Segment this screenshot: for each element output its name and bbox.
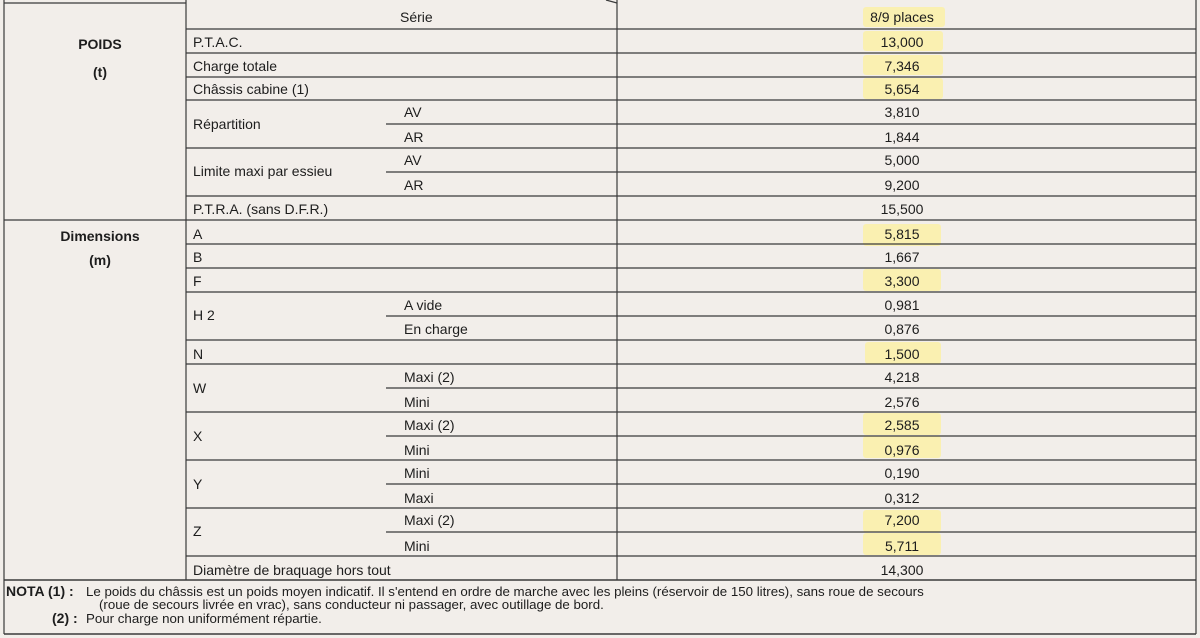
row-label: N <box>193 346 204 362</box>
row-value: 2,576 <box>884 394 920 410</box>
row-label: W <box>193 380 207 396</box>
row-value: 13,000 <box>880 34 924 50</box>
section-title-dimensions: Dimensions <box>60 228 140 244</box>
row-sublabel: Mini <box>404 538 430 554</box>
section-title-poids: POIDS <box>78 36 122 52</box>
row-value: 2,585 <box>884 417 920 433</box>
row-value: 5,000 <box>884 152 920 168</box>
row-label: Répartition <box>193 116 261 132</box>
row-label: X <box>193 428 203 444</box>
row-label: Châssis cabine (1) <box>193 81 309 97</box>
row-value: 5,815 <box>884 226 920 242</box>
row-sublabel: Maxi (2) <box>404 512 455 528</box>
row-sublabel: A vide <box>404 297 443 313</box>
row-sublabel: En charge <box>404 321 468 337</box>
row-label: P.T.R.A. (sans D.F.R.) <box>193 201 329 217</box>
row-label: Limite maxi par essieu <box>193 163 333 179</box>
row-label: Y <box>193 476 203 492</box>
row-label: Charge totale <box>193 58 278 74</box>
row-value: 1,844 <box>884 129 920 145</box>
row-label: A <box>193 226 203 242</box>
row-value: 9,200 <box>884 177 920 193</box>
section-unit-poids: (t) <box>93 64 107 80</box>
row-value: 5,654 <box>884 81 920 97</box>
serie-value: 8/9 places <box>870 9 934 25</box>
section-unit-dimensions: (m) <box>89 252 111 268</box>
row-value: 3,810 <box>884 104 920 120</box>
row-value: 3,300 <box>884 273 920 289</box>
row-label: H 2 <box>193 307 215 323</box>
row-label: Z <box>193 523 202 539</box>
row-sublabel: AV <box>404 152 422 168</box>
note-2-label: (2) : <box>52 610 78 626</box>
row-value: 0,876 <box>884 321 920 337</box>
note-1-label: NOTA (1) : <box>6 583 74 599</box>
row-sublabel: AR <box>404 177 424 193</box>
note-1-text: Le poids du châssis est un poids moyen indicatif. Il s'entend en ordre de marche avec les pleins (réservoir de 150 litres), sans roue de secours <box>86 584 924 599</box>
row-sublabel: Maxi <box>404 490 434 506</box>
note-2-text: Pour charge non uniformément répartie. <box>86 611 322 626</box>
row-value: 7,346 <box>884 58 920 74</box>
row-sublabel: Maxi (2) <box>404 417 455 433</box>
row-sublabel: Maxi (2) <box>404 369 455 385</box>
row-value: 7,200 <box>884 512 920 528</box>
row-label: Diamètre de braquage hors tout <box>193 562 391 578</box>
row-sublabel: Mini <box>404 442 430 458</box>
row-label: P.T.A.C. <box>193 34 243 50</box>
row-sublabel: Mini <box>404 465 430 481</box>
row-value: 1,500 <box>884 346 920 362</box>
note-1-text-cont: (roue de secours livrée en vrac), sans conducteur ni passager, avec outillage de bord. <box>99 597 604 612</box>
row-label: B <box>193 249 203 265</box>
row-value: 15,500 <box>880 201 924 217</box>
row-value: 0,312 <box>884 490 920 506</box>
row-value: 0,190 <box>884 465 920 481</box>
row-value: 4,218 <box>884 369 920 385</box>
row-sublabel: AR <box>404 129 424 145</box>
row-sublabel: Mini <box>404 394 430 410</box>
serie-label: Série <box>400 9 433 25</box>
row-value: 14,300 <box>880 562 924 578</box>
row-value: 0,981 <box>884 297 920 313</box>
row-label: F <box>193 273 202 289</box>
row-value: 1,667 <box>884 249 920 265</box>
row-value: 5,711 <box>885 538 919 554</box>
row-value: 0,976 <box>884 442 920 458</box>
row-sublabel: AV <box>404 104 422 120</box>
